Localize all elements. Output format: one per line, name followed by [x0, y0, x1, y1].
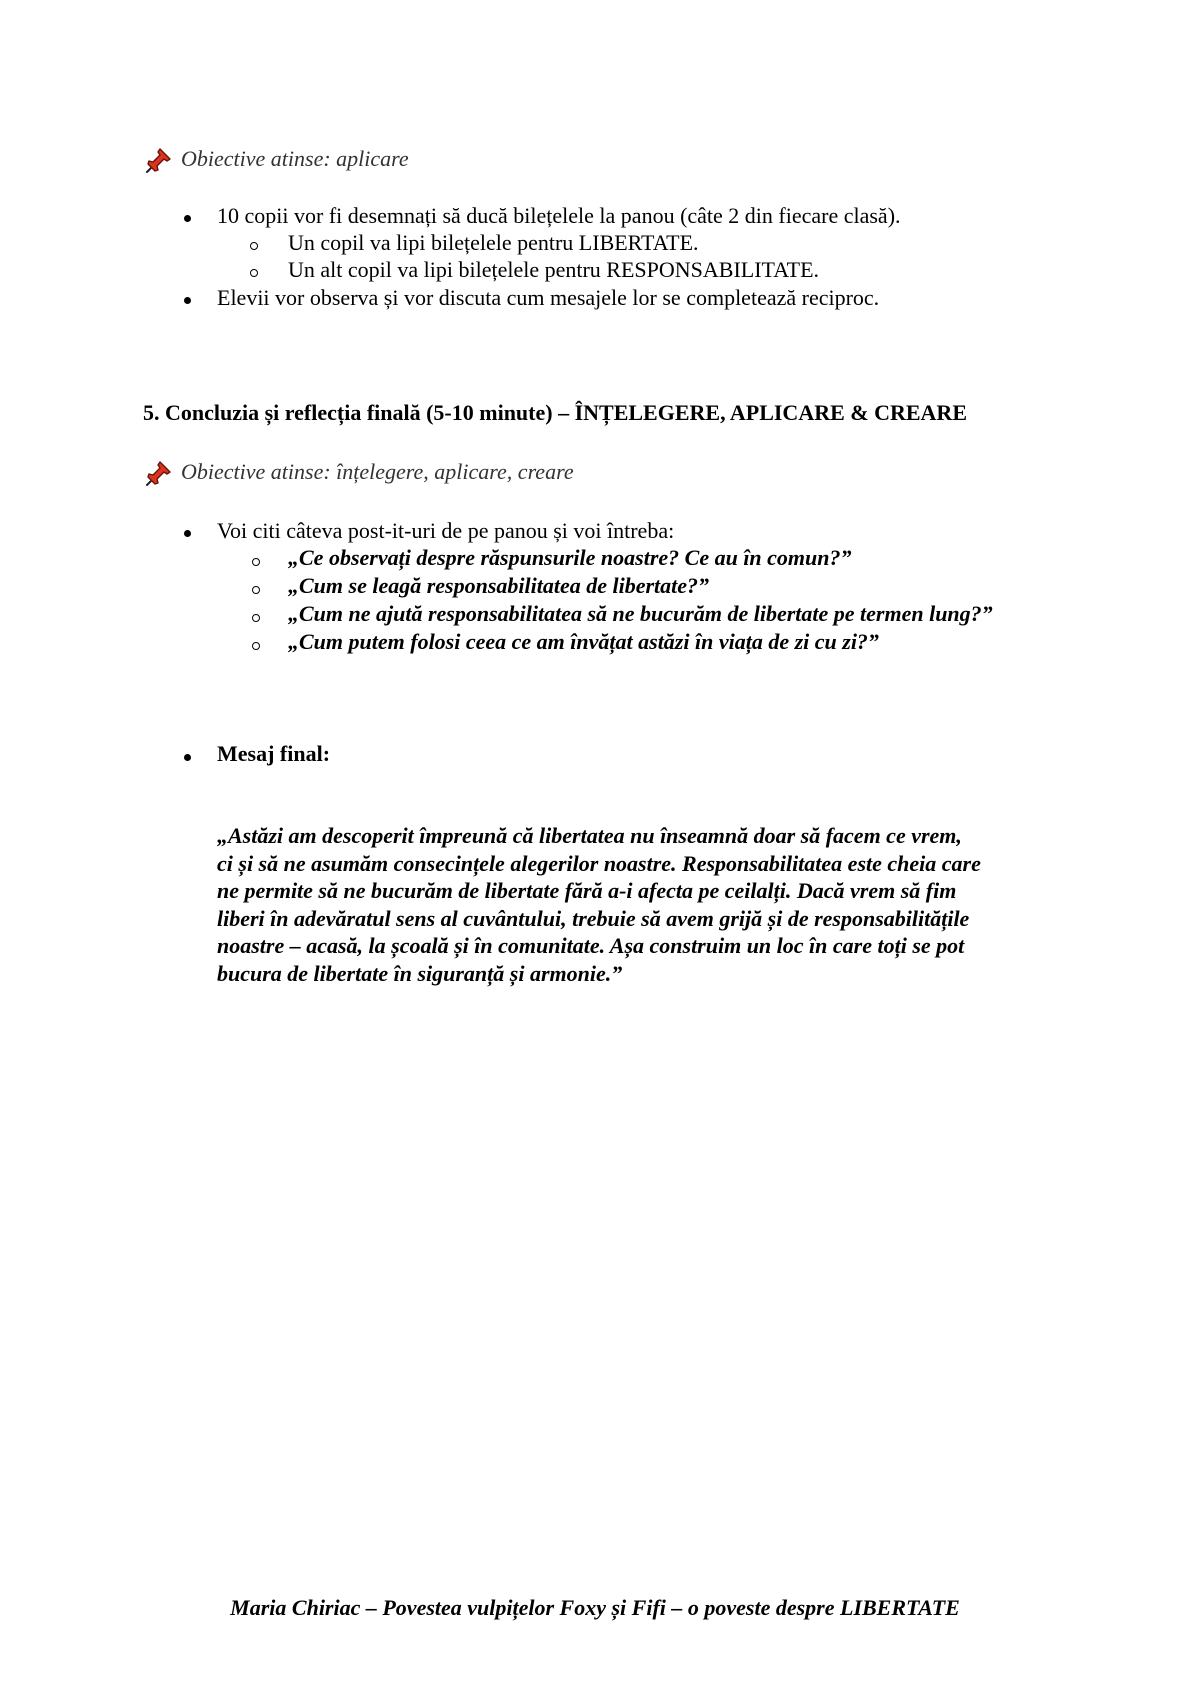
quote-line: bucura de libertate în siguranță și armonie.”	[217, 960, 623, 986]
sub-list-item: Un copil va lipi bilețelele pentru LIBERTATE.	[288, 230, 699, 255]
list-item: Elevii vor observa și vor discuta cum mesajele lor se completează reciproc.	[217, 285, 880, 310]
final-message-quote	[217, 822, 1077, 987]
question-item: „Ce observați despre răspunsurile noastre? Ce au în comun?”	[288, 545, 852, 570]
sub-bullet-circle	[250, 269, 258, 277]
quote-line: liberi în adevăratul sens al cuvântului, trebuie să avem grijă și de responsabilitățile	[217, 905, 970, 931]
pushpin-icon	[143, 459, 173, 494]
bullet-dot	[184, 297, 191, 304]
page-footer: Maria Chiriac – Povestea vulpițelor Foxy și Fifi – o poveste despre LIBERTATE	[230, 1595, 960, 1620]
quote-line: ci și să ne asumăm consecințele alegerilor noastre. Responsabilitatea este cheia care	[217, 850, 981, 876]
sub-bullet-circle	[252, 642, 260, 650]
sub-list-item: Un alt copil va lipi bilețelele pentru RESPONSABILITATE.	[288, 257, 820, 282]
list-item: Voi citi câteva post-it-uri de pe panou și voi întreba:	[217, 518, 675, 543]
bullet-dot	[184, 215, 191, 222]
objectives-text: Obiective atinse: aplicare	[181, 146, 409, 171]
quote-line: ne permite să ne bucurăm de libertate fără a-i afecta pe ceilalți. Dacă vrem să fim	[217, 878, 957, 903]
sub-bullet-circle	[252, 558, 260, 566]
question-item: „Cum ne ajută responsabilitatea să ne bucurăm de libertate pe termen lung?”	[288, 601, 993, 626]
pushpin-icon	[143, 146, 173, 181]
list-item: 10 copii vor fi desemnați să ducă bilețelele la panou (câte 2 din fiecare clasă).	[217, 203, 901, 228]
quote-line: „Astăzi am descoperit împreună că libertatea nu înseamnă doar să facem ce vrem,	[217, 823, 962, 848]
bullet-dot	[184, 530, 191, 537]
objectives-text: Obiective atinse: înțelegere, aplicare, creare	[181, 459, 574, 484]
sub-bullet-circle	[252, 614, 260, 622]
question-item: „Cum se leagă responsabilitatea de libertate?”	[288, 573, 710, 598]
final-message-label: Mesaj final:	[217, 741, 331, 766]
quote-line: noastre – acasă, la școală și în comunitate. Așa construim un loc în care toți se pot	[217, 933, 965, 958]
section-heading: 5. Concluzia și reflecția finală (5-10 minute) – ÎNȚELEGERE, APLICARE & CREARE	[143, 400, 967, 425]
bullet-dot	[184, 754, 191, 761]
sub-bullet-circle	[250, 242, 258, 250]
question-item: „Cum putem folosi ceea ce am învățat astăzi în viața de zi cu zi?”	[288, 629, 879, 654]
sub-bullet-circle	[252, 586, 260, 594]
